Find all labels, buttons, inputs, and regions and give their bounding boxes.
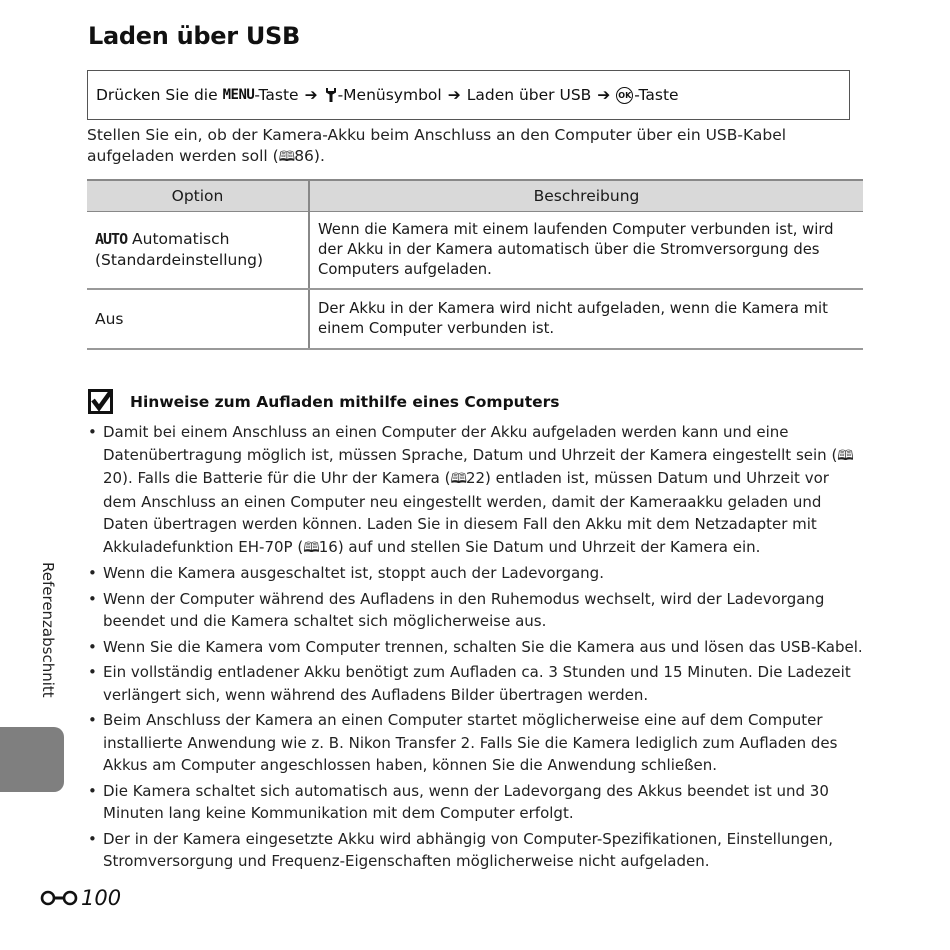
table-header-option: Option: [87, 180, 309, 212]
menu-path-step: -Menüsymbol: [337, 86, 442, 104]
arrow-icon: ➔: [447, 86, 461, 104]
wrench-icon: [325, 87, 337, 103]
section-side-label: [37, 562, 57, 722]
page-footer: [40, 886, 121, 910]
option-label: Automatisch: [127, 230, 230, 248]
option-label-sub: (Standardeinstellung): [95, 251, 264, 269]
list-item: [87, 421, 863, 560]
arrow-icon: ➔: [597, 86, 611, 104]
page-reference: 22: [465, 469, 486, 488]
menu-path-prefix: Drücken Sie die: [96, 86, 223, 104]
book-reference-icon: 🕮: [450, 471, 466, 488]
menu-button-icon: MENU: [222, 87, 255, 103]
list-item: • Der in der Kamera eingesetzte Akku wird abhängig von Computer-Spezifikationen, Einstellungen, Stromversorgung und Frequenz-Eigenschaften möglicherweise nicht aufgeladen.: [87, 828, 863, 873]
note-text: Damit bei einem Anschluss an einen Computer der Akku aufgeladen werden kann und eine Datenübertragung möglich ist, müssen Sprache, Datum und Uhrzeit der Kamera eingestellt sein (: [103, 423, 838, 464]
page-reference: 16: [318, 537, 338, 556]
intro-text: Stellen Sie ein, ob der Kamera-Akku beim Anschluss an den Computer über ein USB-Kabel aufgeladen werden soll (: [87, 126, 787, 165]
notes-title: Hinweise zum Aufladen mithilfe eines Computers: [130, 392, 560, 411]
note-text: ) entladen ist, müssen Datum und Uhrzeit vor dem Anschluss an einen Computer neu eingestellt werden, damit der Kameraakku geladen und Daten übertragen werden können. Laden Sie in diesem Fall den Akku mit dem Netzadapter mit Akkuladefunktion EH-70P (: [103, 469, 829, 556]
menu-path-box: [87, 70, 850, 120]
list-item: • Ein vollständig entladener Akku benötigt zum Aufladen ca. 3 Stunden und 15 Minuten. Die Ladezeit verlängert sich, wenn während des Aufladens Bilder übertragen werden.: [87, 661, 863, 706]
page-reference: 20: [103, 469, 123, 488]
description-cell: Wenn die Kamera mit einem laufenden Computer verbunden ist, wird der Akku in der Kamera automatisch über die Stromversorgung des Computers aufgeladen.: [309, 212, 863, 290]
table-row: [87, 212, 863, 290]
list-item: • Wenn Sie die Kamera vom Computer trennen, schalten Sie die Kamera aus und lösen das USB-Kabel.: [87, 636, 863, 659]
book-reference-icon: 🕮: [837, 447, 853, 464]
reference-section-icon: [40, 889, 78, 907]
menu-path-step: -Taste: [634, 86, 679, 104]
option-cell: [87, 212, 309, 290]
option-cell: Aus: [87, 289, 309, 349]
notes-heading: [88, 389, 560, 414]
intro-paragraph: [87, 125, 857, 168]
list-item: • Wenn der Computer während des Aufladens in den Ruhemodus wechselt, wird der Ladevorgang beendet und die Kamera schaltet sich möglicherweise aus.: [87, 588, 863, 633]
ok-button-icon: OK: [616, 87, 633, 104]
page-number: 100: [81, 886, 122, 910]
table-row: [87, 289, 863, 349]
list-item: • Die Kamera schaltet sich automatisch aus, wenn der Ladevorgang des Akkus beendet ist und 30 Minuten lang keine Kommunikation mit dem Computer erfolgt.: [87, 780, 863, 825]
section-label-text: Referenzabschnitt: [39, 562, 57, 698]
arrow-icon: ➔: [304, 86, 318, 104]
checkmark-icon: [88, 389, 113, 414]
page-reference: 86: [294, 147, 314, 165]
notes-list: [87, 421, 863, 876]
menu-path-step: Laden über USB: [466, 86, 592, 104]
auto-icon: AUTO: [95, 230, 128, 248]
options-table: [87, 179, 863, 350]
page-title: Laden über USB: [88, 22, 300, 50]
intro-text: ).: [313, 147, 325, 165]
book-reference-icon: 🕮: [303, 539, 319, 556]
table-header-description: Beschreibung: [309, 180, 863, 212]
section-tab: [0, 727, 64, 792]
list-item: • Wenn die Kamera ausgeschaltet ist, stoppt auch der Ladevorgang.: [87, 562, 863, 585]
note-text: ). Falls die Batterie für die Uhr der Kamera (: [122, 469, 451, 488]
menu-path-step: -Taste: [254, 86, 299, 104]
book-reference-icon: 🕮: [278, 149, 295, 165]
note-text: ) auf und stellen Sie Datum und Uhrzeit der Kamera ein.: [337, 537, 761, 556]
list-item: • Beim Anschluss der Kamera an einen Computer startet möglicherweise eine auf dem Computer installierte Anwendung wie z. B. Nikon Transfer 2. Falls Sie die Kamera lediglich zum Aufladen des Akkus am Computer angeschlossen haben, können Sie die Anwendung schließen.: [87, 709, 863, 777]
description-cell: Der Akku in der Kamera wird nicht aufgeladen, wenn die Kamera mit einem Computer verbunden ist.: [309, 289, 863, 349]
